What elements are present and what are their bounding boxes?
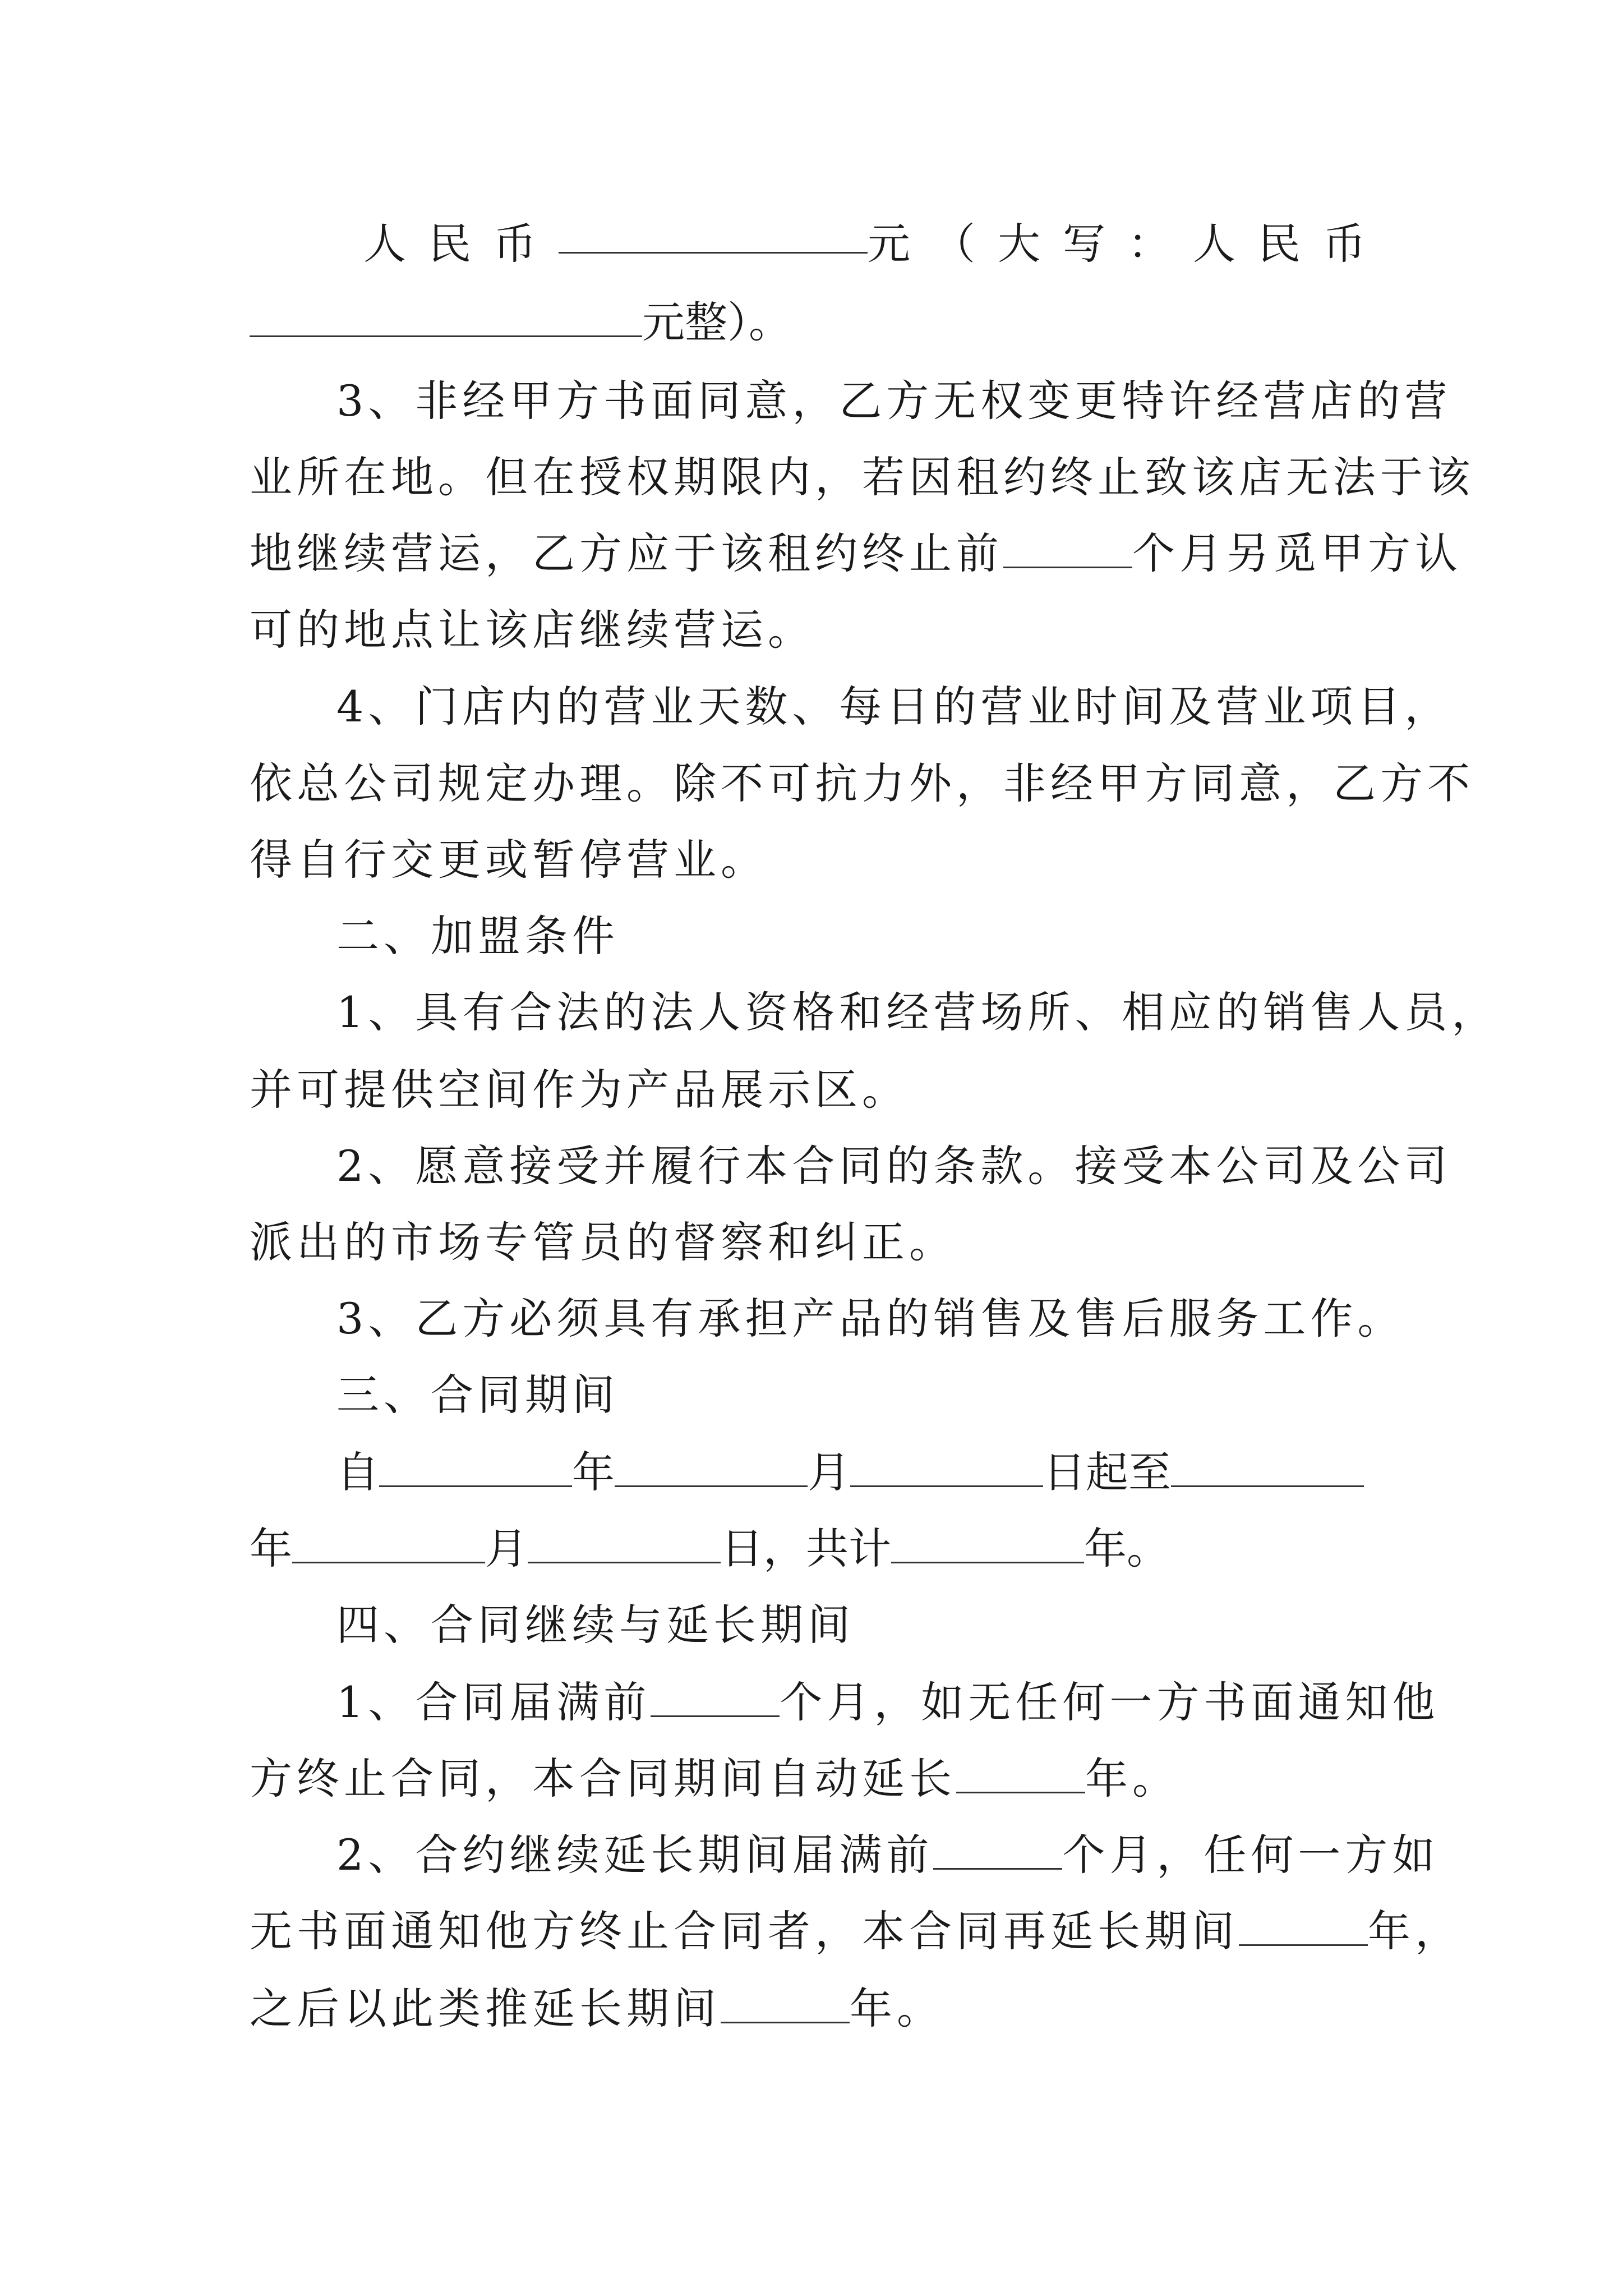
section-4-title: 四、合同继续与延长期间 — [336, 1600, 855, 1650]
section-4-clause-1-line-1 — [336, 1677, 1440, 1728]
section-2-clause-1-line-1 — [336, 987, 1499, 1038]
clause-3-line-3 — [250, 528, 1462, 579]
section-2-clause-2-line-1 — [336, 1141, 1452, 1191]
text-yuan-zheng: 元整）。 — [642, 297, 791, 347]
text-renminbi: 人民币 — [363, 219, 559, 269]
section-4-clause-2-text-2a: 无书面通知他方终止合同者，本合同再延长期间 — [250, 1906, 1239, 1956]
line-currency-amount — [363, 219, 1388, 269]
section-2-clause-2-text-1: 2、愿意接受并履行本合同的条款。接受本公司及公司 — [336, 1141, 1452, 1191]
blank-auto-extend-years[interactable] — [956, 1759, 1085, 1793]
section-2-clause-2-text-2: 派出的市场专管员的督察和纠正。 — [250, 1217, 956, 1267]
text-from: 自 — [336, 1447, 379, 1497]
text-year: 年 — [572, 1447, 615, 1497]
blank-extension-months[interactable] — [933, 1835, 1062, 1870]
section-2-clause-1-text-1: 1、具有合法的法人资格和经营场所、相应的销售人员， — [336, 987, 1499, 1037]
line-amount-words — [250, 297, 1388, 348]
blank-start-day[interactable] — [850, 1452, 1043, 1487]
section-2-clause-3-line-1 — [336, 1294, 1405, 1344]
section-4-clause-1-text-1a: 1、合同届满前 — [336, 1677, 651, 1727]
section-3-title: 三、合同期间 — [336, 1370, 619, 1420]
blank-months-field[interactable] — [1003, 533, 1132, 568]
text-year-2: 年 — [250, 1524, 292, 1573]
section-4-heading — [336, 1600, 1388, 1650]
clause-3-line-2 — [250, 452, 1474, 503]
clause-3-line-1 — [336, 376, 1452, 426]
text-month-2: 月 — [485, 1524, 528, 1573]
section-2-title: 二、加盟条件 — [336, 911, 619, 961]
section-4-clause-2-text-2b: 年， — [1368, 1906, 1462, 1956]
section-4-clause-2-line-3 — [250, 1984, 1388, 2034]
section-2-clause-2-line-2 — [250, 1217, 1388, 1268]
section-4-clause-1-text-2b: 年。 — [1085, 1754, 1179, 1803]
blank-start-year[interactable] — [379, 1452, 572, 1487]
section-3-date-line-1 — [336, 1447, 1388, 1498]
section-2-clause-1-text-2: 并可提供空间作为产品展示区。 — [250, 1065, 909, 1115]
section-3-heading — [336, 1370, 1388, 1420]
blank-months-before-expiry[interactable] — [651, 1682, 780, 1717]
section-4-clause-1-line-2 — [250, 1754, 1388, 1804]
text-year-end: 年。 — [1084, 1524, 1169, 1573]
clause-3-text-3a: 地继续营运，乙方应于该租约终止前 — [250, 528, 1003, 578]
clause-4-text-1: 4、门店内的营业天数、每日的营业时间及营业项目， — [336, 682, 1452, 731]
clause-4-text-2: 依总公司规定办理。除不可抗力外，非经甲方同意，乙方不 — [250, 758, 1474, 808]
clause-4-line-2 — [250, 758, 1474, 809]
section-2-heading — [336, 911, 1388, 961]
section-4-clause-1-text-1b: 个月，如无任何一方书面通知他 — [780, 1677, 1440, 1727]
text-yuan-capital: 元（大写：人民币 — [868, 219, 1388, 269]
blank-subsequent-years[interactable] — [721, 1989, 850, 2023]
clause-3-text-4: 可的地点让该店继续营运。 — [250, 605, 815, 655]
section-4-clause-2-text-1b: 个月，任何一方如 — [1062, 1830, 1440, 1880]
blank-total-years[interactable] — [891, 1529, 1084, 1563]
text-day-until: 日起至 — [1043, 1447, 1171, 1497]
clause-3-text-2: 业所在地。但在授权期限内，若因租约终止致该店无法于该 — [250, 452, 1474, 502]
blank-end-month[interactable] — [292, 1529, 485, 1563]
section-4-clause-1-text-2a: 方终止合同，本合同期间自动延长 — [250, 1754, 956, 1803]
section-4-clause-2-line-2 — [250, 1906, 1462, 1957]
clause-4-text-3: 得自行交更或暂停营业。 — [250, 835, 768, 885]
text-day-total: 日，共计 — [721, 1524, 891, 1573]
section-3-date-line-2 — [250, 1524, 1388, 1574]
section-4-clause-2-text-3a: 之后以此类推延长期间 — [250, 1984, 721, 2033]
blank-amount-field[interactable] — [559, 219, 868, 254]
section-2-clause-3-text-1: 3、乙方必须具有承担产品的销售及售后服务工作。 — [336, 1294, 1405, 1343]
clause-4-line-3 — [250, 835, 1388, 885]
blank-end-day[interactable] — [528, 1529, 721, 1563]
text-month: 月 — [808, 1447, 850, 1497]
section-4-clause-2-text-3b: 年。 — [850, 1984, 944, 2033]
section-4-clause-2-line-1 — [336, 1830, 1440, 1880]
section-2-clause-1-line-2 — [250, 1065, 1388, 1115]
blank-extension-years[interactable] — [1239, 1911, 1368, 1946]
blank-amount-words-field[interactable] — [250, 302, 642, 337]
clause-3-line-4 — [250, 605, 1388, 655]
blank-end-year[interactable] — [1171, 1452, 1364, 1487]
section-4-clause-2-text-1a: 2、合约继续延长期间届满前 — [336, 1830, 934, 1880]
clause-4-line-1 — [336, 682, 1452, 732]
blank-start-month[interactable] — [615, 1452, 808, 1487]
clause-3-text-1: 3、非经甲方书面同意，乙方无权变更特许经营店的营 — [336, 376, 1452, 426]
clause-3-text-3b: 个月另觅甲方认 — [1132, 528, 1462, 578]
